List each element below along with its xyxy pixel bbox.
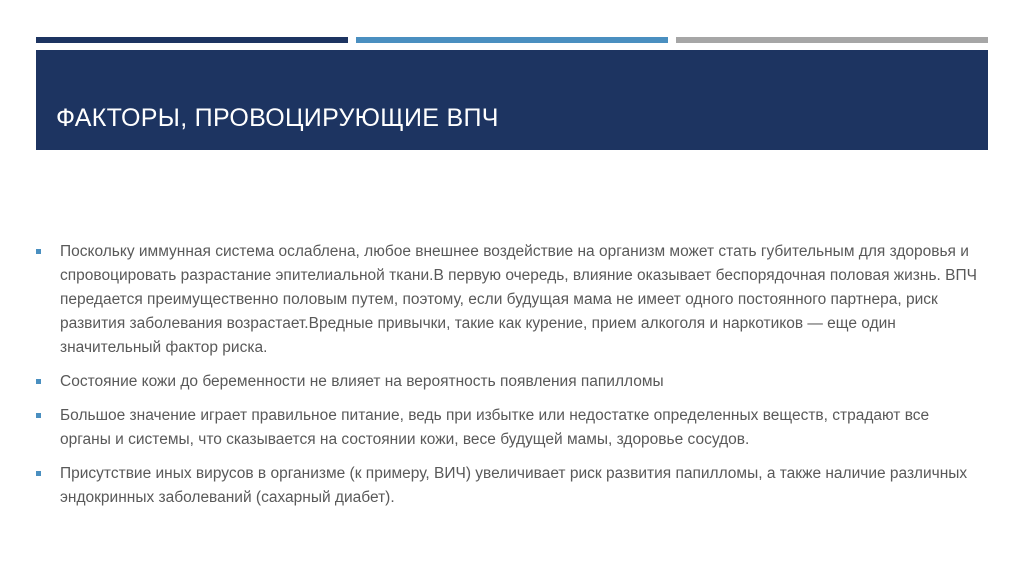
bullet-text: Состояние кожи до беременности не влияет на вероятность появления папилломы <box>60 373 664 390</box>
bullet-item <box>36 370 980 394</box>
bullet-text: Большое значение играет правильное питание, ведь при избытке или недостатке определенных веществ, страдают все органы и системы, что сказывается на состоянии кожи, весе будущей мамы, здоровье сосудов. <box>60 407 930 448</box>
bullet-text: Поскольку иммунная система ослаблена, любое внешнее воздействие на организм может стать губительным для здоровья и спровоцировать разрастание эпителиальной ткани.В первую очередь, влияние оказывает беспорядочная половая жизнь. ВПЧ передается преимущественно половым путем, поэтому, если будущая мама не имеет одного постоянного партнера, риск развития заболевания возрастает.Вредные привычки, такие как курение, прием алкоголя и наркотиков — еще один значительный фактор риска. <box>60 243 977 356</box>
bullet-item <box>36 240 980 360</box>
title-band <box>36 50 988 150</box>
accent-bar-blue <box>356 37 668 43</box>
bullet-item <box>36 462 980 510</box>
accent-bar-dark <box>36 37 348 43</box>
bullet-square-icon <box>36 471 41 476</box>
bullet-item <box>36 404 980 452</box>
slide-title: ФАКТОРЫ, ПРОВОЦИРУЮЩИЕ ВПЧ <box>56 104 499 132</box>
bullet-text: Присутствие иных вирусов в организме (к примеру, ВИЧ) увеличивает риск развития папилломы, а также наличие различных эндокринных заболеваний (сахарный диабет). <box>60 465 968 506</box>
bullet-list <box>36 240 980 520</box>
bullet-square-icon <box>36 249 41 254</box>
accent-bar-gray <box>676 37 988 43</box>
bullet-square-icon <box>36 413 41 418</box>
bullet-square-icon <box>36 379 41 384</box>
